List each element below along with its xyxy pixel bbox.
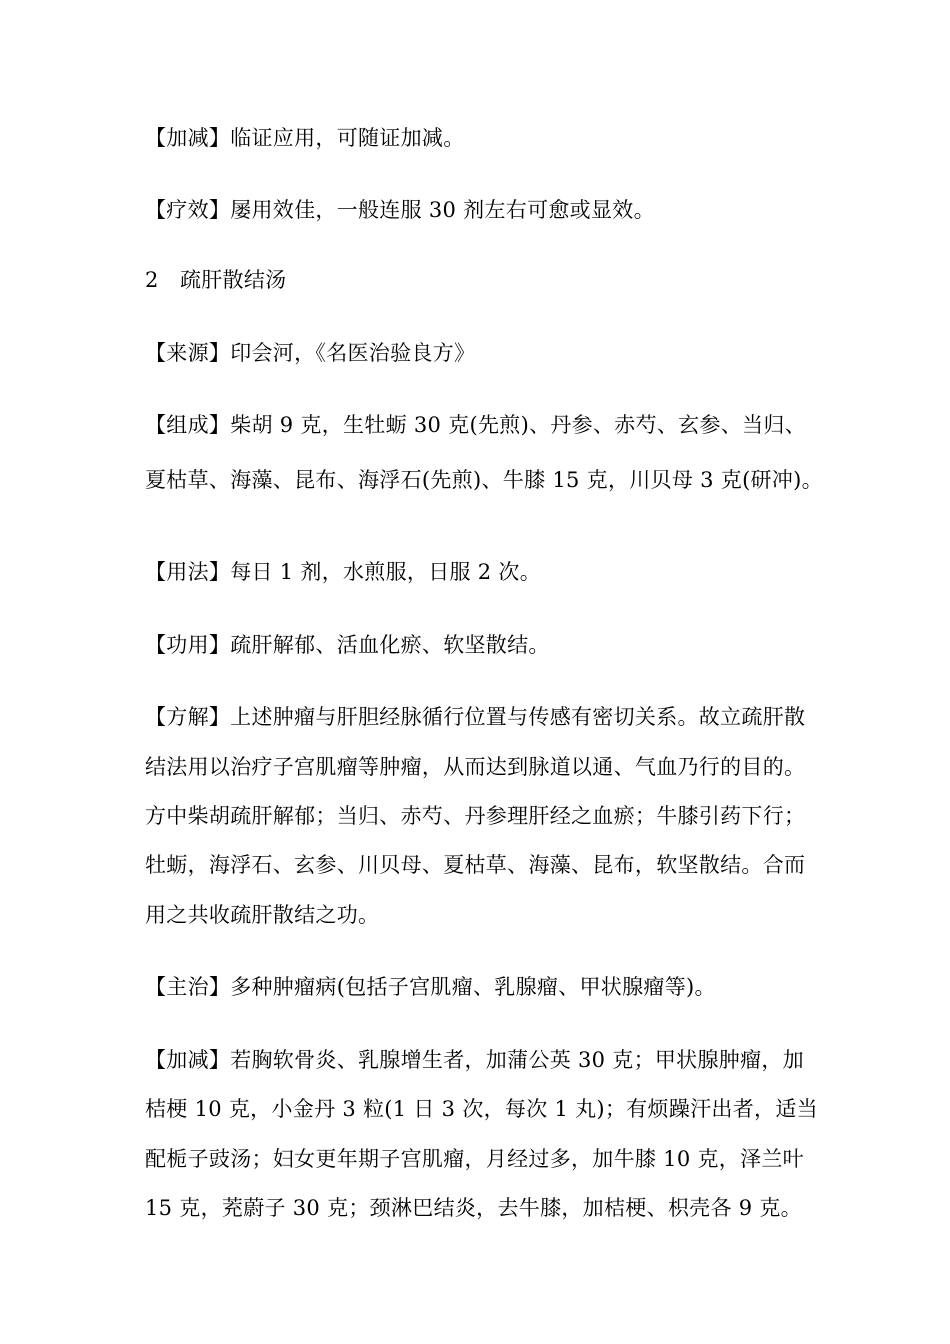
laiyuan-line: 【来源】印会河，《名医治验良方》	[145, 341, 476, 365]
zucheng-line-2: 夏枯草、海藻、昆布、海浮石(先煎)、牛膝 15 克，川贝母 3 克(研冲)。	[145, 468, 823, 492]
fangjie-line-2: 结法用以治疗子宫肌瘤等肿瘤，从而达到脉道以通、气血乃行的目的。	[145, 755, 806, 779]
fangjie-line-3: 方中柴胡疏肝解郁；当归、赤芍、丹参理肝经之血瘀；牛膝引药下行；	[145, 804, 806, 828]
fangjie-line-4: 牡蛎，海浮石、玄参、川贝母、夏枯草、海藻、昆布，软坚散结。合而	[145, 853, 806, 877]
jiajian-line-3: 桔梗 10 克，小金丹 3 粒(1 日 3 次，每次 1 丸)；有烦躁汗出者，适当	[145, 1097, 818, 1121]
section-heading: 2 疏肝散结汤	[145, 268, 287, 292]
liaoxiao-line: 【疗效】屡用效佳，一般连服 30 剂左右可愈或显效。	[145, 198, 655, 222]
zucheng-line-1: 【组成】柴胡 9 克，生牡蛎 30 克(先煎)、丹参、赤芍、玄参、当归、	[145, 413, 806, 437]
fangjie-line-5: 用之共收疏肝散结之功。	[145, 903, 380, 927]
jiajian-line-2: 【加减】若胸软骨炎、乳腺增生者，加蒲公英 30 克；甲状腺肿瘤，加	[145, 1048, 804, 1072]
gongyong-line: 【功用】疏肝解郁、活血化瘀、软坚散结。	[145, 633, 550, 657]
yongfa-line: 【用法】每日 1 剂，水煎服，日服 2 次。	[145, 560, 542, 584]
jiajian-line-5: 15 克，茺蔚子 30 克；颈淋巴结炎，去牛膝，加桔梗、枳壳各 9 克。	[145, 1196, 802, 1220]
jiajian-line-4: 配栀子豉汤；妇女更年期子宫肌瘤，月经过多，加牛膝 10 克，泽兰叶	[145, 1147, 804, 1171]
fangjie-line-1: 【方解】上述肿瘤与肝胆经脉循行位置与传感有密切关系。故立疏肝散	[145, 705, 806, 729]
jiajian-line-1: 【加减】临证应用，可随证加减。	[145, 126, 465, 150]
zhuzhi-line: 【主治】多种肿瘤病(包括子宫肌瘤、乳腺瘤、甲状腺瘤等)。	[145, 975, 716, 999]
